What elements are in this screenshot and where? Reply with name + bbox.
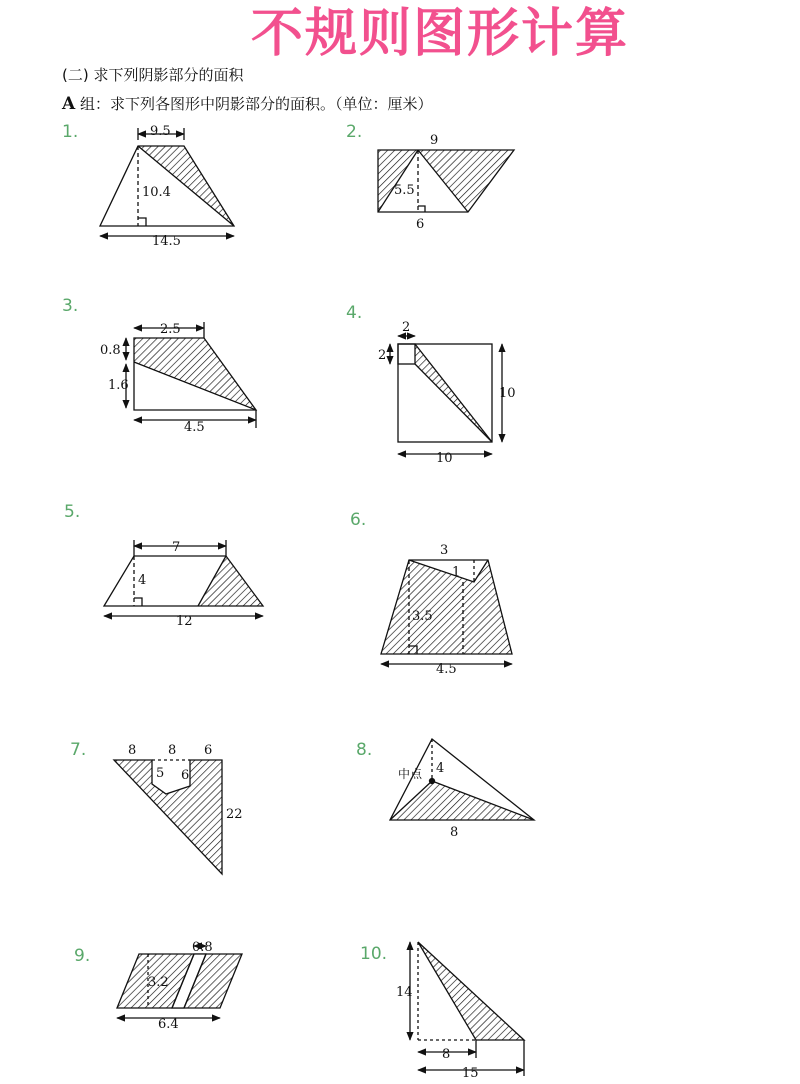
fig7-label-c: 6 — [204, 743, 213, 758]
fig3-label-a: 0.8 — [100, 343, 121, 358]
fig4-label-left: 2 — [378, 348, 387, 363]
figure-9 — [117, 946, 242, 1018]
problem-number-1: 1. — [62, 122, 79, 142]
figure-10 — [410, 942, 524, 1076]
figure-1 — [100, 128, 234, 236]
figure-2 — [378, 150, 514, 212]
figure-3 — [126, 322, 256, 428]
fig6-label-top: 3 — [440, 543, 449, 558]
fig6-label-height: 3.5 — [412, 609, 433, 624]
fig2-label-height: 5.5 — [394, 183, 415, 198]
problem-number-8: 8. — [356, 740, 373, 760]
problem-number-2: 2. — [346, 122, 363, 142]
figure-4 — [390, 336, 502, 454]
fig3-label-b: 1.6 — [108, 378, 129, 393]
fig9-label-height: 3.2 — [148, 975, 169, 990]
fig5-label-height: 4 — [138, 573, 147, 588]
problem-number-10: 10. — [360, 944, 388, 964]
fig4-label-right: 10 — [499, 386, 516, 401]
group-label: A — [62, 94, 76, 114]
figure-7 — [114, 760, 222, 874]
problem-number-3: 3. — [62, 296, 79, 316]
fig7-label-a: 8 — [128, 743, 137, 758]
fig9-label-bottom: 6.4 — [158, 1017, 179, 1032]
fig8-label-bottom: 8 — [450, 825, 459, 840]
fig6-label-notch: 1 — [452, 565, 461, 580]
group-text: 组：求下列各图形中阴影部分的面积。（单位：厘米） — [75, 95, 433, 113]
fig5-label-bottom: 12 — [176, 614, 193, 629]
fig6-label-bottom: 4.5 — [436, 662, 457, 677]
page-title: 不规则图形计算 — [250, 4, 629, 64]
fig4-label-bottom: 10 — [436, 451, 453, 466]
fig1-label-bottom: 14.5 — [152, 234, 181, 249]
section-title: (二) 求下列阴影部分的面积 — [62, 66, 244, 84]
fig10-label-height: 14 — [396, 985, 413, 1000]
fig2-label-top: 9 — [430, 133, 439, 148]
problem-number-6: 6. — [350, 510, 367, 530]
problem-number-9: 9. — [74, 946, 91, 966]
figure-5 — [104, 540, 263, 616]
fig10-label-b: 15 — [462, 1066, 479, 1081]
fig3-label-top: 2.5 — [160, 322, 181, 337]
fig8-label-height: 4 — [436, 761, 445, 776]
figure-6 — [381, 560, 512, 664]
problem-number-4: 4. — [346, 303, 363, 323]
fig1-label-height: 10.4 — [142, 185, 171, 200]
fig7-label-d: 5 — [156, 766, 165, 781]
fig1-label-top: 9.5 — [150, 124, 171, 139]
fig2-label-bottom: 6 — [416, 217, 425, 232]
fig3-label-bottom: 4.5 — [184, 420, 205, 435]
fig8-label-midpoint: 中点 — [398, 767, 423, 781]
fig7-label-b: 8 — [168, 743, 177, 758]
fig9-label-gap: 0.8 — [192, 940, 213, 955]
problem-number-7: 7. — [70, 740, 87, 760]
fig4-label-top: 2 — [402, 320, 411, 335]
problem-number-5: 5. — [64, 502, 81, 522]
fig5-label-top: 7 — [172, 540, 181, 555]
fig10-label-a: 8 — [442, 1047, 451, 1062]
fig7-label-e: 6 — [181, 768, 190, 783]
fig7-label-f: 22 — [226, 807, 243, 822]
